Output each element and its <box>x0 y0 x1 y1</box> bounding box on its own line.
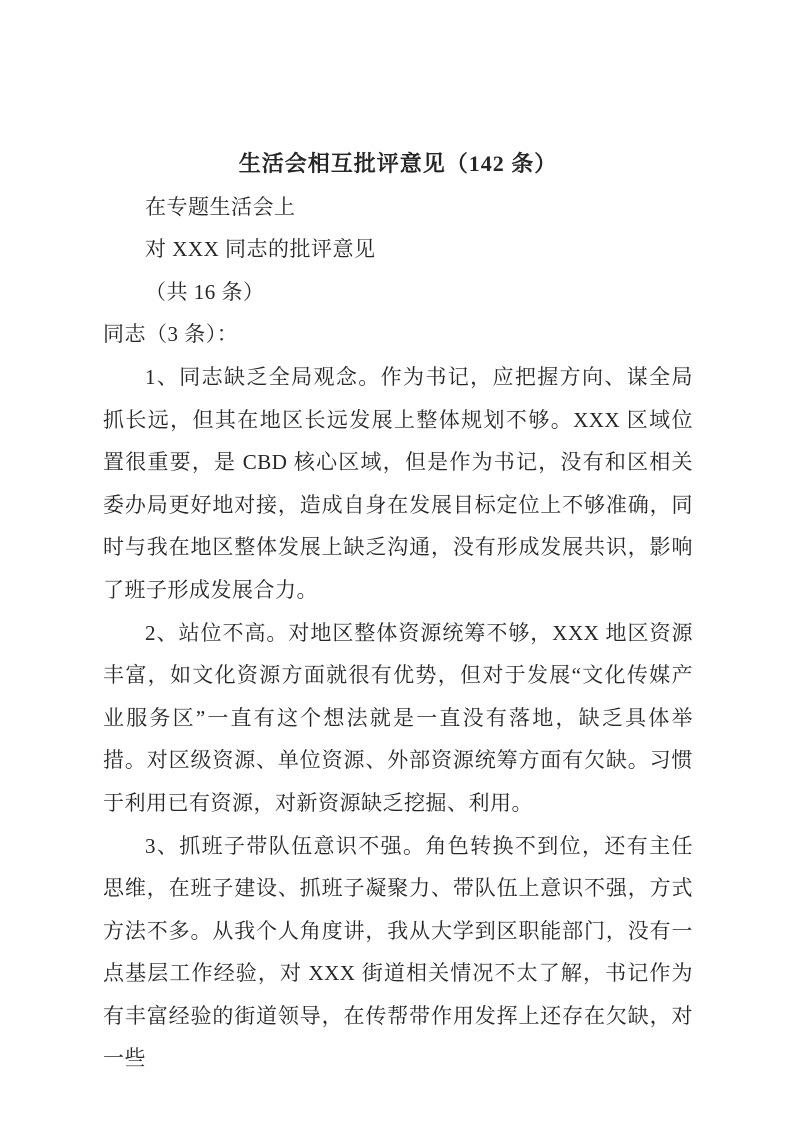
paragraph-2: 2、站位不高。对地区整体资源统筹不够，XXX 地区资源丰富，如文化资源方面就很有优势，但对于发展“文化传媒产业服务区”一直有这个想法就是一直没有落地，缺乏具体举措。对区级资源、单位资源、外部资源统筹方面有欠缺。习惯于利用已有资源，对新资源缺乏挖掘、利用。 <box>103 620 693 815</box>
subtitle-line-occasion: 在专题生活会上 <box>145 194 296 219</box>
paragraph-1: 1、同志缺乏全局观念。作为书记，应把握方向、谋全局抓长远，但其在地区长远发展上整体规划不够。XXX 区域位置很重要，是 CBD 核心区域，但是作为书记，没有和区相关委办局更好地对接，造成自身在发展目标定位上不够准确，同时与我在地区整体发展上缺乏沟通，没有形成发展共识，影响了班子形成发展合力。 <box>103 364 693 602</box>
document-title: 生活会相互批评意见（142 条） <box>238 151 558 176</box>
subtitle-line-target: 对 XXX 同志的批评意见 <box>145 237 376 262</box>
subtitle-line-count: （共 16 条） <box>145 279 265 304</box>
section-heading: 同志（3 条）： <box>103 322 239 347</box>
paragraph-3: 3、抓班子带队伍意识不强。角色转换不到位，还有主任思维，在班子建设、抓班子凝聚力、带队伍上意识不强，方式方法不多。从我个人角度讲，我从大学到区职能部门，没有一点基层工作经验，对 XXX 街道相关情况不太了解，书记作为有丰富经验的街道领导，在传帮带作用发挥上还存在欠缺，对一些 <box>103 833 693 1071</box>
